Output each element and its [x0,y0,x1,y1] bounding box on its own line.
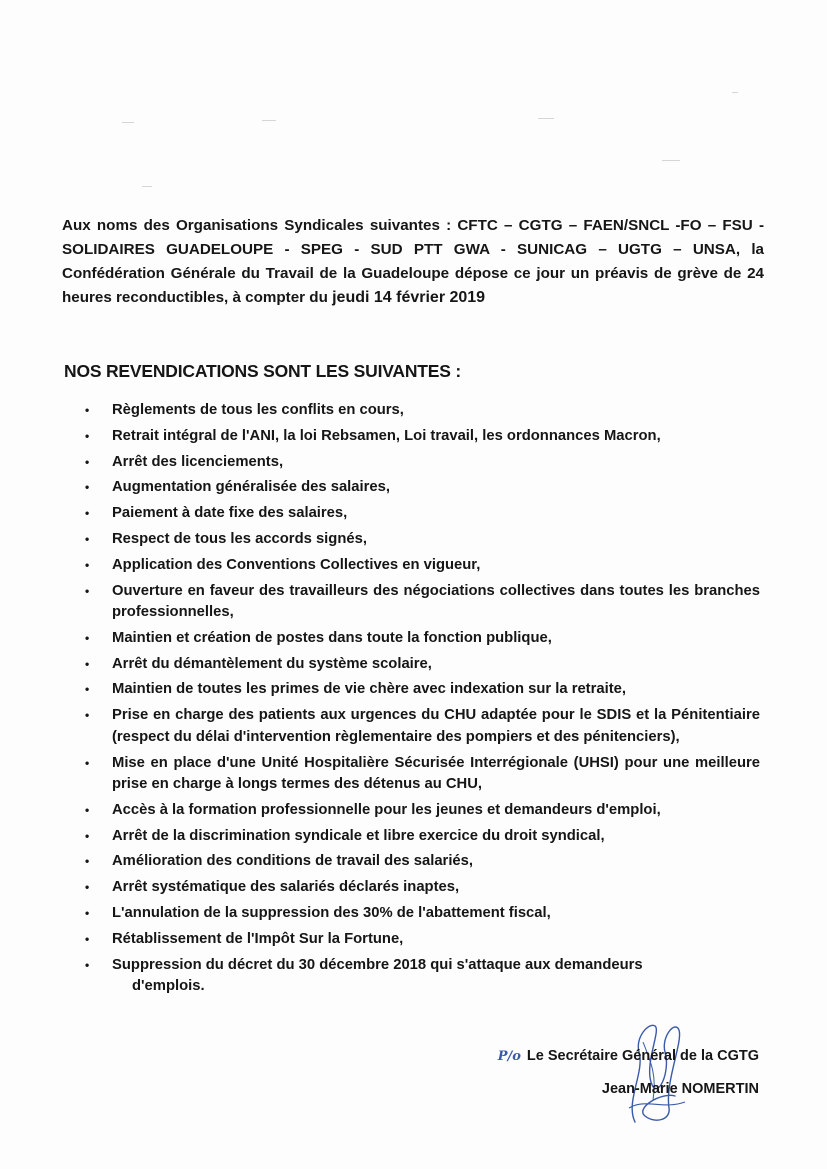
list-item [84,477,760,499]
bullet-icon: • [85,428,90,443]
signatory-title-line [498,1040,759,1073]
list-item-text: Accès à la formation professionnelle pour les jeunes et demandeurs d'emploi, [112,801,661,818]
list-item-text: L'annulation de la suppression des 30% de l'abattement fiscal, [112,905,551,922]
intro-paragraph [62,214,764,310]
list-item-last [84,955,760,998]
scan-speck [732,92,738,93]
scan-speck [122,122,134,123]
bullet-icon: • [85,828,90,843]
bullet-icon: • [85,880,90,895]
per-order-mark: P/o [497,1049,521,1064]
signatory-title: Le Secrétaire Général de la CGTG [526,1048,759,1064]
strike-start-date: jeudi 14 février 2019 [332,289,486,306]
list-item [84,654,760,676]
list-item-text: Arrêt systématique des salariés déclarés inaptes, [112,879,460,896]
list-item [84,705,760,748]
list-item-text-line2: d'emplois. [132,978,205,995]
bullet-icon: • [85,957,90,972]
list-item [84,877,760,899]
list-item-text: Arrêt du démantèlement du système scolaire, [112,655,432,672]
list-item-text: Rétablissement de l'Impôt Sur la Fortune, [112,930,404,947]
list-item [84,426,760,448]
scan-speck [662,160,680,161]
signature-block [498,1040,759,1106]
list-item [84,581,760,624]
list-item [84,503,760,525]
bullet-icon: • [85,480,90,495]
bullet-icon: • [85,506,90,521]
list-item-text: Mise en place d'une Unité Hospitalière Sécurisée Interrégionale (UHSI) pour une meilleure prise en charge à longs termes des détenus au CHU, [112,754,760,793]
bullet-icon: • [85,454,90,469]
intro-text: Aux noms des Organisations Syndicales suivantes : CFTC – CGTG – FAEN/SNCL -FO – FSU - SOLIDAIRES GUADELOUPE - SPEG - SUD PTT GWA - SUNICAG – UGTG – UNSA, la Confédération Générale du Travail de la Guadeloupe dépose ce jour un préavis de grève de 24 heures reconductibles, à compter du [62,217,764,306]
bullet-icon: • [85,583,90,598]
list-item [84,826,760,848]
list-item-text: Retrait intégral de l'ANI, la loi Rebsamen, Loi travail, les ordonnances Macron, [112,427,661,444]
list-item-text: Arrêt de la discrimination syndicale et libre exercice du droit syndical, [112,827,605,844]
list-item [84,929,760,951]
list-item-text: Arrêt des licenciements, [112,453,284,470]
demands-heading: NOS REVENDICATIONS SONT LES SUIVANTES : [64,361,462,381]
list-item [84,452,760,474]
list-item [84,851,760,873]
bullet-icon: • [85,854,90,869]
bullet-icon: • [85,755,90,770]
list-item-text: Application des Conventions Collectives en vigueur, [112,556,481,573]
bullet-icon: • [85,656,90,671]
list-item-text: Maintien et création de postes dans toute la fonction publique, [112,629,552,646]
list-item-text: Paiement à date fixe des salaires, [112,505,348,522]
list-item-text: Ouverture en faveur des travailleurs des négociations collectives dans toutes les branches professionnelles, [112,582,760,621]
list-item [84,628,760,650]
bullet-icon: • [85,557,90,572]
list-item-text: Respect de tous les accords signés, [112,530,367,547]
list-item [84,529,760,551]
signatory-name: Jean-Marie NOMERTIN [601,1081,759,1097]
list-item-text-line1: Suppression du décret du 30 décembre 2018 qui s'attaque aux demandeurs [112,956,643,973]
bullet-icon: • [85,682,90,697]
bullet-icon: • [85,403,90,417]
list-item [84,555,760,577]
list-item [84,800,760,822]
bullet-icon: • [85,531,90,546]
list-item-text: Prise en charge des patients aux urgences du CHU adaptée pour le SDIS et la Pénitentiaire (respect du délai d'intervention règlementaire des pompiers et des pénitenciers), [112,707,760,745]
list-item-text: Maintien de toutes les primes de vie chère avec indexation sur la retraite, [112,681,626,698]
demands-list [84,400,760,1002]
bullet-icon: • [85,931,90,946]
bullet-icon: • [85,708,90,723]
list-item [84,903,760,925]
scan-speck [142,186,152,187]
list-item [84,753,760,796]
list-item [84,400,760,422]
bullet-icon: • [85,906,90,921]
list-item-text: Règlements de tous les conflits en cours, [112,402,404,418]
scan-speck [538,118,554,119]
list-item-text: Augmentation généralisée des salaires, [112,479,390,496]
bullet-icon: • [85,802,90,817]
list-item-text: Amélioration des conditions de travail des salariés, [112,853,473,870]
bullet-icon: • [85,630,90,645]
scan-speck [262,120,276,121]
list-item [84,679,760,701]
